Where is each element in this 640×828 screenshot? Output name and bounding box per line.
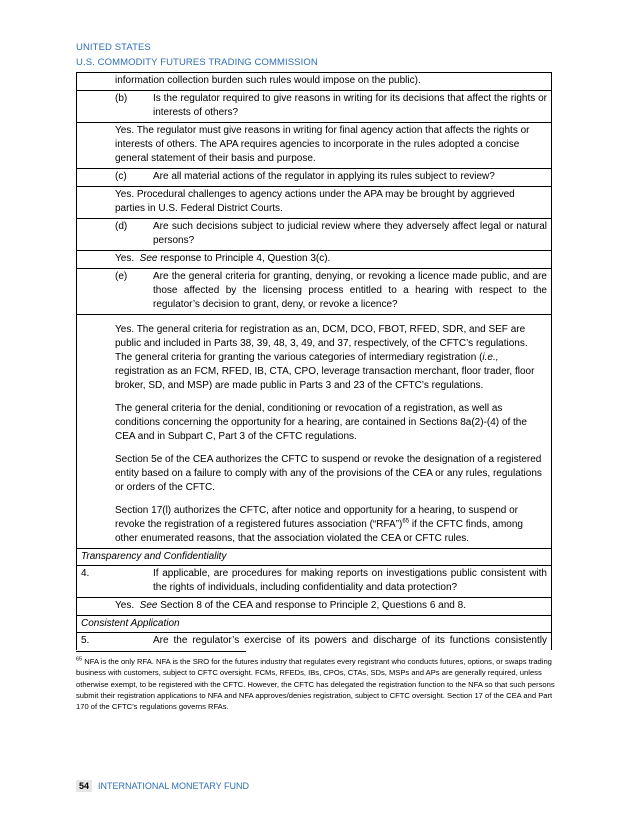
footnote-text: NFA is the only RFA. NFA is the SRO for the futures industry that regulates every registrant who conducts futures, options, or swaps trading business with customers, subject to CFTC oversight. FCMs, RFEDs, IBs, CPOs, CTAs, SDs, MSPs and APs are generally required, unless otherwise exempt, to be registered with the CFTC. However, the CFTC has delegated the registration function to the NFA so that such persons submit their registration applications to NFA and NFA approves/denies registration, subject to CFTC oversight. Section 17 of the CEA and Part 170 of the CFTC’s regulations governs RFAs. <box>76 657 555 712</box>
question-label: 4. <box>81 568 90 579</box>
question-text: If applicable, are procedures for making reports on investigations public consistent with the rights of individuals, including confidentiality and data protection? <box>153 568 547 593</box>
answer-paragraph: The general criteria for the denial, conditioning or revocation of a registration, as well as conditions concerning the opportunity for a hearing, are contained in Sections 8a(2)-(4) of the CEA and in Subpart C, Part 3 of the CFTC regulations. <box>115 403 527 442</box>
answer-4-row <box>76 598 552 616</box>
question-e-row <box>76 269 552 315</box>
answer-paragraph <box>115 323 547 393</box>
question-text: Is the regulator required to give reasons in writing for its decisions that affect the rights or interests of others? <box>153 93 547 118</box>
question-5-row <box>76 633 552 650</box>
question-4-row <box>76 566 552 598</box>
question-text: Are such decisions subject to judicial review where they adversely affect legal or natural persons? <box>153 221 547 246</box>
answer-c-row <box>76 187 552 219</box>
row-text: information collection burden such rules would impose on the public). <box>115 75 421 86</box>
header-agency: U.S. COMMODITY FUTURES TRADING COMMISSION <box>76 57 318 68</box>
answer-see: See <box>139 600 158 611</box>
question-label: (d) <box>115 221 128 232</box>
footnote <box>76 656 556 712</box>
answer-ie: i.e., <box>482 352 499 363</box>
footnote-ref[interactable]: 65 <box>402 518 410 525</box>
question-label: 5. <box>81 635 90 646</box>
answer-yes: Yes. <box>115 600 135 611</box>
question-text: Are the regulator’s exercise of its powers and discharge of its functions consistently <box>153 635 547 646</box>
question-label: (e) <box>115 271 128 282</box>
answer-text: Yes. The general criteria for registration as an, DCM, DCO, FBOT, RFED, SDR, and SEF are public and included in Parts 38, 39, 48, 3, 49, and 37, respectively, of the CFTC’s regulations. The general criteria for granting the various categories of intermediary registration ( <box>115 324 528 363</box>
question-label: (c) <box>115 171 127 182</box>
footnote-divider <box>76 651 246 652</box>
header-country: UNITED STATES <box>76 42 151 53</box>
table-row <box>76 73 552 91</box>
answer-yes: Yes. <box>115 253 135 264</box>
answer-text: response to Principle 4, Question 3(c). <box>157 253 331 264</box>
page-number: 54 <box>76 780 92 792</box>
answer-text: Yes. The regulator must give reasons in writing for final agency action that affects the rights or interests of others. The APA requires agencies to incorporate in the rules adopted a concise general statement of their basis and purpose. <box>115 125 530 164</box>
page-footer <box>76 781 249 791</box>
answer-text: Yes. Procedural challenges to agency actions under the APA may be brought by aggrieved parties in U.S. Federal District Courts. <box>115 189 515 214</box>
answer-text: if the CFTC finds, among other enumerated reasons, that the association violated the CEA or CFTC rules. <box>115 519 523 544</box>
answer-paragraph: Section 5e of the CEA authorizes the CFTC to suspend or revoke the designation of a registered entity based on a failure to comply with any of the provisions of the CEA or any rules, regulations or orders of the CFTC. <box>115 454 542 493</box>
assessment-table <box>76 72 552 650</box>
answer-b-row <box>76 123 552 169</box>
answer-d-row <box>76 251 552 269</box>
footnote-number: 65 <box>76 656 83 663</box>
question-d-row <box>76 219 552 251</box>
answer-see: See <box>139 253 158 264</box>
question-text: Are all material actions of the regulator in applying its rules subject to review? <box>153 171 495 182</box>
question-text: Are the general criteria for granting, denying, or revoking a licence made public, and are those affected by the licensing process entitled to a hearing with respect to the regulator’s decision to grant, deny, or revoke a licence? <box>153 271 547 310</box>
answer-text: Section 17(l) authorizes the CFTC, after notice and opportunity for a hearing, to suspend or revoke the registration of a registered futures association (“RFA”) <box>115 505 518 530</box>
section-heading: Consistent Application <box>76 616 552 633</box>
answer-e-row <box>76 315 552 549</box>
question-label: (b) <box>115 93 128 104</box>
question-b-row <box>76 91 552 123</box>
section-heading: Transparency and Confidentiality <box>76 549 552 566</box>
answer-paragraph <box>115 504 547 546</box>
question-c-row <box>76 169 552 187</box>
answer-text: registration as an FCM, RFED, IB, CTA, CPO, leverage transaction merchant, floor trader, floor broker, SD, and MSP) are made public in Parts 3 and 23 of the CFTC’s regulations. <box>115 366 535 391</box>
footer-org: INTERNATIONAL MONETARY FUND <box>98 781 250 791</box>
answer-text: Section 8 of the CEA and response to Principle 2, Questions 6 and 8. <box>157 600 466 611</box>
